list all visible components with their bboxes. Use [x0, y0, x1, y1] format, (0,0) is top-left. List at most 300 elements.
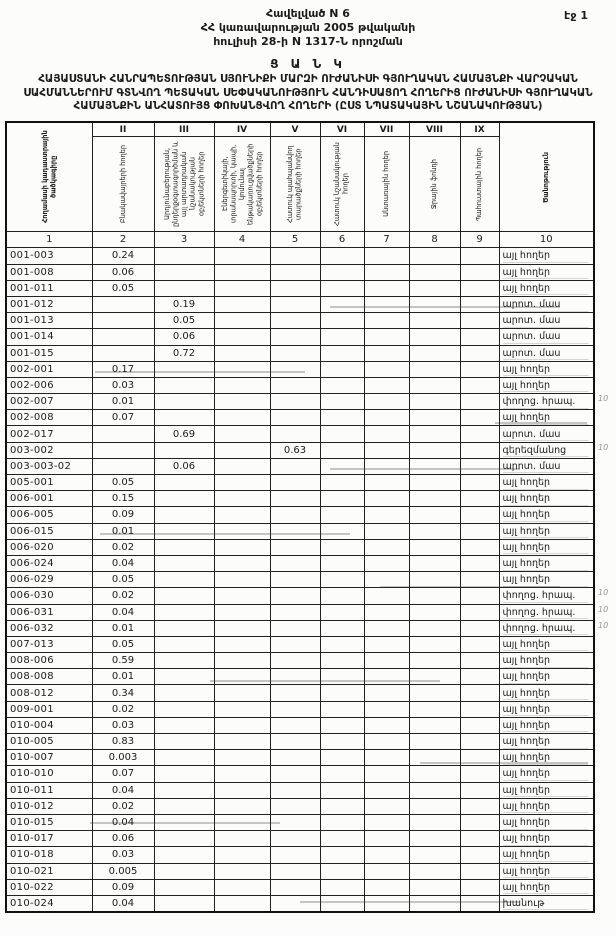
area-value-cell [409, 895, 460, 912]
area-value-cell: 0.05 [92, 280, 154, 296]
area-value-cell [154, 782, 214, 798]
list-heading: Ց Ա Ն Կ [270, 57, 346, 72]
area-value-cell [214, 296, 270, 312]
area-value-cell [270, 296, 320, 312]
note-cell: այլ հողեր [499, 248, 594, 264]
area-value-cell [320, 895, 364, 912]
parcel-code-cell: 006-031 [6, 604, 92, 620]
area-value-cell: 0.05 [92, 636, 154, 652]
area-value-cell: 0.59 [92, 653, 154, 669]
header-reserve-lands [460, 137, 499, 232]
area-value-cell [320, 296, 364, 312]
area-value-cell [364, 895, 409, 912]
area-value-cell [154, 653, 214, 669]
area-value-cell [214, 539, 270, 555]
area-value-cell [214, 458, 270, 474]
parcel-code-cell: 010-011 [6, 782, 92, 798]
area-value-cell [320, 280, 364, 296]
area-value-cell [214, 831, 270, 847]
area-value-cell: 0.02 [92, 701, 154, 717]
area-value-cell [460, 377, 499, 393]
area-value-cell [154, 410, 214, 426]
area-value-cell [92, 313, 154, 329]
note-cell: այլ հողեր [499, 798, 594, 814]
parcel-code-cell: 010-010 [6, 766, 92, 782]
area-value-cell: 0.04 [92, 895, 154, 912]
area-value-cell [409, 766, 460, 782]
table-row [6, 539, 594, 555]
area-value-cell [409, 620, 460, 636]
area-value-cell [460, 313, 499, 329]
note-cell: այլ հողեր [499, 539, 594, 555]
note-cell: այլ հողեր [499, 361, 594, 377]
parcel-code-cell: 003-002 [6, 442, 92, 458]
col-number: 7 [364, 232, 409, 248]
area-value-cell [320, 636, 364, 652]
roman-iii: III [154, 122, 214, 137]
note-cell: այլ հողեր [499, 831, 594, 847]
area-value-cell: 0.03 [92, 717, 154, 733]
roman-iv: IV [214, 122, 270, 137]
area-value-cell [154, 442, 214, 458]
area-value-cell [92, 329, 154, 345]
note-cell: այլ հողեր [499, 523, 594, 539]
parcel-code-cell: 006-015 [6, 523, 92, 539]
header-special-lands-label: Հատուկ նշանակության հողեր [333, 142, 350, 227]
area-value-cell [214, 313, 270, 329]
parcel-code-cell: 010-024 [6, 895, 92, 912]
area-value-cell [364, 329, 409, 345]
area-value-cell [409, 879, 460, 895]
area-value-cell [270, 879, 320, 895]
area-value-cell [214, 588, 270, 604]
note-cell: այլ հողեր [499, 814, 594, 830]
col-number: 5 [270, 232, 320, 248]
area-value-cell [214, 814, 270, 830]
parcel-code-cell: 002-001 [6, 361, 92, 377]
parcel-code-cell: 006-032 [6, 620, 92, 636]
area-value-cell [214, 377, 270, 393]
area-value-cell [214, 879, 270, 895]
area-value-cell [409, 555, 460, 571]
area-value-cell [154, 895, 214, 912]
table-row [6, 879, 594, 895]
area-value-cell [270, 669, 320, 685]
area-value-cell: 0.03 [92, 847, 154, 863]
handwritten-margin-mark: 10 [598, 621, 609, 630]
parcel-code-cell: 001-008 [6, 264, 92, 280]
parcel-code-cell: 008-008 [6, 669, 92, 685]
roman-ii: II [92, 122, 154, 137]
area-value-cell [460, 847, 499, 863]
area-value-cell [270, 555, 320, 571]
col-number: 3 [154, 232, 214, 248]
area-value-cell [460, 329, 499, 345]
area-value-cell [364, 426, 409, 442]
area-value-cell: 0.24 [92, 248, 154, 264]
area-value-cell [320, 847, 364, 863]
area-value-cell [270, 734, 320, 750]
header-forest-lands-label: Անտառային հողեր [382, 151, 391, 218]
area-value-cell [270, 264, 320, 280]
area-value-cell [409, 669, 460, 685]
area-value-cell: 0.01 [92, 523, 154, 539]
area-value-cell [364, 361, 409, 377]
area-value-cell: 0.09 [92, 879, 154, 895]
area-value-cell [92, 426, 154, 442]
area-value-cell [364, 410, 409, 426]
table-row [6, 361, 594, 377]
note-cell: այլ հողեր [499, 766, 594, 782]
note-cell: այլ հողեր [499, 475, 594, 491]
note-cell: այլ հողեր [499, 507, 594, 523]
header-settlement-lands-label: Բնակավայրերի հողեր [118, 145, 127, 224]
area-value-cell: 0.003 [92, 750, 154, 766]
area-value-cell [214, 248, 270, 264]
parcel-code-cell: 010-017 [6, 831, 92, 847]
area-value-cell [409, 701, 460, 717]
table-row [6, 572, 594, 588]
area-value-cell [320, 329, 364, 345]
area-value-cell [270, 620, 320, 636]
area-value-cell [364, 620, 409, 636]
area-value-cell [214, 361, 270, 377]
header-protected-lands [270, 137, 320, 232]
area-value-cell [409, 636, 460, 652]
area-value-cell [154, 701, 214, 717]
roman-viii: VIII [409, 122, 460, 137]
area-value-cell: 0.01 [92, 620, 154, 636]
area-value-cell [154, 798, 214, 814]
table-row [6, 717, 594, 733]
area-value-cell: 0.05 [92, 475, 154, 491]
area-value-cell: 0.02 [92, 588, 154, 604]
note-cell: այլ հողեր [499, 750, 594, 766]
area-value-cell: 0.05 [154, 313, 214, 329]
area-value-cell: 0.06 [154, 329, 214, 345]
note-cell: այլ հողեր [499, 653, 594, 669]
note-cell: արոտ. մաս [499, 313, 594, 329]
area-value-cell [214, 329, 270, 345]
header-forest-lands [364, 137, 409, 232]
header-special-lands [320, 137, 364, 232]
table-row [6, 442, 594, 458]
area-value-cell [154, 863, 214, 879]
header-cadastral-code [6, 122, 92, 232]
area-value-cell [214, 717, 270, 733]
area-value-cell [409, 653, 460, 669]
table-row [6, 555, 594, 571]
area-value-cell [214, 636, 270, 652]
table-row [6, 847, 594, 863]
area-value-cell [460, 798, 499, 814]
area-value-cell [364, 248, 409, 264]
area-value-cell [409, 604, 460, 620]
col-number: 6 [320, 232, 364, 248]
area-value-cell [214, 766, 270, 782]
area-value-cell [460, 863, 499, 879]
note-cell: արոտ. մաս [499, 458, 594, 474]
document-header [0, 0, 616, 48]
parcel-code-cell: 001-011 [6, 280, 92, 296]
area-value-cell [460, 734, 499, 750]
parcel-code-cell: 008-006 [6, 653, 92, 669]
area-value-cell [364, 701, 409, 717]
area-value-cell [154, 669, 214, 685]
area-value-cell [154, 588, 214, 604]
note-cell: փողոց. հրապ. [499, 620, 594, 636]
area-value-cell [364, 636, 409, 652]
area-value-cell: 0.06 [92, 264, 154, 280]
area-value-cell [154, 879, 214, 895]
area-value-cell [364, 377, 409, 393]
area-value-cell [364, 766, 409, 782]
area-value-cell [214, 798, 270, 814]
table-row [6, 831, 594, 847]
area-value-cell [320, 782, 364, 798]
col-number: 9 [460, 232, 499, 248]
area-value-cell [320, 475, 364, 491]
area-value-cell [154, 636, 214, 652]
area-value-cell [364, 264, 409, 280]
area-value-cell [409, 863, 460, 879]
area-value-cell [364, 296, 409, 312]
header-water-lands-label: Ջրային ֆոնդի [430, 159, 439, 210]
area-value-cell [364, 458, 409, 474]
table-row [6, 523, 594, 539]
area-value-cell [364, 847, 409, 863]
area-value-cell [214, 280, 270, 296]
handwritten-margin-mark: 10 [598, 394, 609, 403]
area-value-cell [409, 750, 460, 766]
note-cell: այլ հողեր [499, 685, 594, 701]
government-line: ՀՀ կառավարության 2005 թվականի [200, 20, 416, 34]
area-value-cell [409, 345, 460, 361]
area-value-cell [270, 539, 320, 555]
area-value-cell [154, 847, 214, 863]
area-value-cell: 0.07 [92, 410, 154, 426]
area-value-cell [270, 653, 320, 669]
table-row [6, 248, 594, 264]
area-value-cell [214, 442, 270, 458]
area-value-cell [364, 588, 409, 604]
area-value-cell [270, 750, 320, 766]
area-value-cell [460, 620, 499, 636]
area-value-cell [270, 377, 320, 393]
area-value-cell: 0.02 [92, 798, 154, 814]
area-value-cell [214, 394, 270, 410]
area-value-cell [409, 685, 460, 701]
area-value-cell [460, 653, 499, 669]
area-value-cell: 0.01 [92, 394, 154, 410]
area-value-cell [92, 458, 154, 474]
area-value-cell [270, 394, 320, 410]
area-value-cell [154, 572, 214, 588]
table-row [6, 410, 594, 426]
header-note [499, 122, 594, 232]
area-value-cell [320, 604, 364, 620]
parcel-code-cell: 006-005 [6, 507, 92, 523]
area-value-cell [364, 280, 409, 296]
table-row [6, 636, 594, 652]
area-value-cell [154, 766, 214, 782]
area-value-cell [409, 814, 460, 830]
table-row [6, 507, 594, 523]
col-number: 10 [499, 232, 594, 248]
parcel-code-cell: 010-007 [6, 750, 92, 766]
area-value-cell [320, 863, 364, 879]
table-row [6, 750, 594, 766]
table-row [6, 313, 594, 329]
area-value-cell [92, 296, 154, 312]
area-value-cell [214, 410, 270, 426]
parcel-code-cell: 006-029 [6, 572, 92, 588]
table-row [6, 296, 594, 312]
area-value-cell [409, 458, 460, 474]
area-value-cell [214, 863, 270, 879]
note-cell: փողոց. հրապ. [499, 588, 594, 604]
area-value-cell [364, 475, 409, 491]
area-value-cell [364, 442, 409, 458]
area-value-cell [214, 264, 270, 280]
area-value-cell [320, 572, 364, 588]
area-value-cell [154, 604, 214, 620]
parcel-code-cell: 010-018 [6, 847, 92, 863]
handwritten-margin-mark: 10 [598, 588, 609, 597]
area-value-cell [460, 879, 499, 895]
area-value-cell [409, 248, 460, 264]
area-value-cell [460, 701, 499, 717]
area-value-cell: 0.19 [154, 296, 214, 312]
parcel-code-cell: 009-001 [6, 701, 92, 717]
area-value-cell [460, 264, 499, 280]
area-value-cell [214, 491, 270, 507]
area-value-cell [409, 377, 460, 393]
table-row [6, 394, 594, 410]
area-value-cell [460, 717, 499, 733]
area-value-cell: 0.05 [92, 572, 154, 588]
area-value-cell [270, 475, 320, 491]
note-cell: այլ հողեր [499, 669, 594, 685]
area-value-cell: 0.04 [92, 814, 154, 830]
area-value-cell: 0.06 [154, 458, 214, 474]
area-value-cell [460, 296, 499, 312]
area-value-cell [460, 442, 499, 458]
table-row [6, 766, 594, 782]
area-value-cell [214, 572, 270, 588]
area-value-cell [270, 717, 320, 733]
area-value-cell: 0.15 [92, 491, 154, 507]
area-value-cell [214, 750, 270, 766]
note-cell: գերեզմանոց [499, 442, 594, 458]
area-value-cell [364, 555, 409, 571]
parcel-code-cell: 001-015 [6, 345, 92, 361]
col-number: 8 [409, 232, 460, 248]
area-value-cell: 0.01 [92, 669, 154, 685]
area-value-cell [364, 653, 409, 669]
area-value-cell: 0.04 [92, 604, 154, 620]
area-value-cell [320, 313, 364, 329]
area-value-cell [270, 507, 320, 523]
area-value-cell [214, 620, 270, 636]
handwritten-margin-mark: 10 [598, 443, 609, 452]
area-value-cell [270, 345, 320, 361]
note-cell: այլ հողեր [499, 863, 594, 879]
area-value-cell [460, 555, 499, 571]
area-value-cell [409, 847, 460, 863]
area-value-cell [270, 523, 320, 539]
area-value-cell [460, 766, 499, 782]
note-cell: այլ հողեր [499, 410, 594, 426]
area-value-cell [460, 539, 499, 555]
area-value-cell [320, 426, 364, 442]
area-value-cell [214, 685, 270, 701]
area-value-cell [320, 766, 364, 782]
parcel-code-cell: 008-012 [6, 685, 92, 701]
area-value-cell [92, 442, 154, 458]
area-value-cell [364, 814, 409, 830]
table-row [6, 620, 594, 636]
area-value-cell [154, 475, 214, 491]
area-value-cell [154, 620, 214, 636]
table-row [6, 782, 594, 798]
area-value-cell [154, 264, 214, 280]
area-value-cell: 0.02 [92, 539, 154, 555]
area-value-cell [320, 555, 364, 571]
note-cell: այլ հողեր [499, 264, 594, 280]
roman-v: V [270, 122, 320, 137]
table-row [6, 653, 594, 669]
area-value-cell [214, 653, 270, 669]
area-value-cell: 0.04 [92, 555, 154, 571]
area-value-cell [270, 701, 320, 717]
area-value-cell [320, 248, 364, 264]
note-cell: խանութ [499, 895, 594, 912]
area-value-cell [320, 264, 364, 280]
note-cell: արոտ. մաս [499, 345, 594, 361]
area-value-cell [364, 507, 409, 523]
area-value-cell: 0.005 [92, 863, 154, 879]
header-industrial-lands [154, 137, 214, 232]
area-value-cell [320, 669, 364, 685]
area-value-cell [270, 895, 320, 912]
area-value-cell [154, 734, 214, 750]
area-value-cell [460, 361, 499, 377]
area-value-cell [270, 280, 320, 296]
area-value-cell [320, 653, 364, 669]
area-value-cell: 0.63 [270, 442, 320, 458]
note-cell: այլ հողեր [499, 636, 594, 652]
roman-numeral-row [6, 122, 594, 137]
area-value-cell [320, 588, 364, 604]
area-value-cell [320, 814, 364, 830]
area-value-cell [320, 491, 364, 507]
area-value-cell [270, 426, 320, 442]
header-protected-lands-label: Հատուկ պահպանվող տարածքների հողեր [286, 145, 303, 224]
header-infrastructure-lands [214, 137, 270, 232]
note-cell: այլ հողեր [499, 782, 594, 798]
parcel-code-cell: 006-001 [6, 491, 92, 507]
table-row [6, 377, 594, 393]
area-value-cell [154, 523, 214, 539]
area-value-cell [320, 361, 364, 377]
parcel-code-cell: 005-001 [6, 475, 92, 491]
area-value-cell [364, 394, 409, 410]
annex-label: Հավելված N 6 [266, 7, 350, 20]
area-value-cell [364, 782, 409, 798]
note-cell: այլ հողեր [499, 555, 594, 571]
area-value-cell [320, 377, 364, 393]
